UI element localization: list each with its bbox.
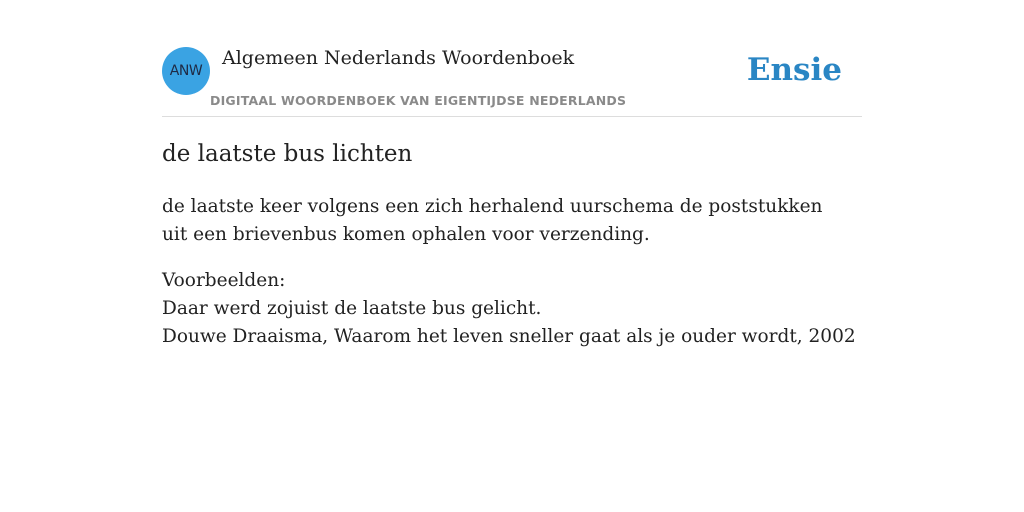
examples-label: Voorbeelden: — [162, 270, 286, 291]
examples-block — [162, 267, 862, 351]
site-title[interactable]: Algemeen Nederlands Woordenboek — [222, 47, 575, 69]
anw-logo[interactable]: ANW — [162, 47, 210, 95]
example-source: Douwe Draaisma, Waarom het leven sneller gaat als je ouder wordt, 2002 — [162, 326, 856, 347]
entry-definition: de laatste keer volgens een zich herhalend uurschema de poststukken uit een brievenbus komen ophalen voor verzending. — [162, 196, 823, 245]
site-subtitle: DIGITAAL WOORDENBOEK VAN EIGENTIJDSE NEDERLANDS — [210, 93, 627, 108]
example-sentence: Daar werd zojuist de laatste bus gelicht. — [162, 298, 542, 319]
header — [162, 40, 862, 117]
ensie-brand-link[interactable]: Ensie — [746, 52, 842, 88]
entry-title: de laatste bus lichten — [162, 141, 413, 167]
